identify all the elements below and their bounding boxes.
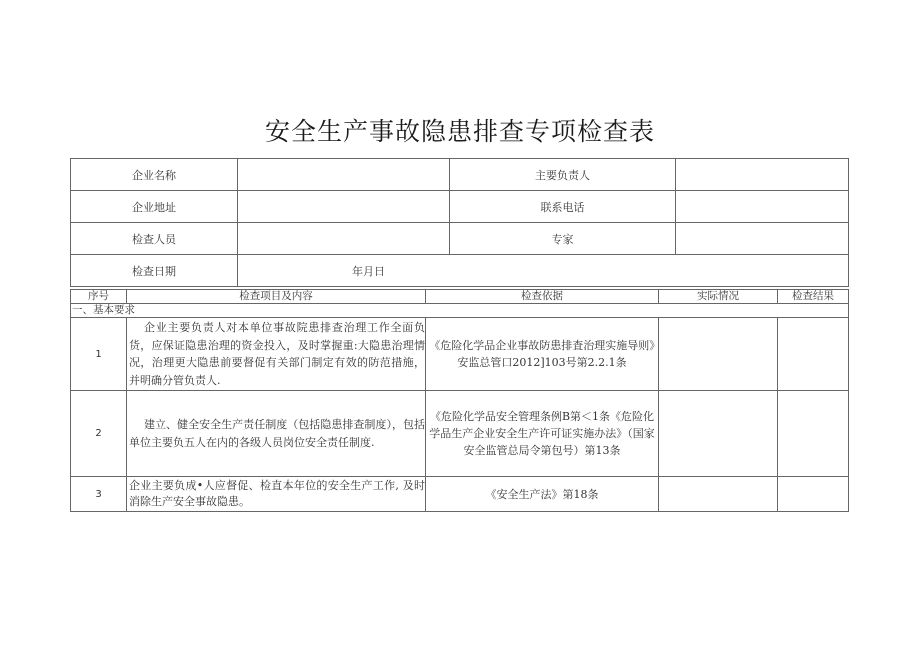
row-content: 建立、健全安全生产责任制度（包括隐患排查制度），包括单位主要负五人在内的各级人员岗位安全责任制度. <box>127 391 426 477</box>
row-result-field[interactable] <box>778 477 849 512</box>
row-number: 3 <box>71 477 127 512</box>
expert-label: 专家 <box>450 223 676 255</box>
row-number: 2 <box>71 391 127 477</box>
col-header-basis: 检查依据 <box>426 290 659 304</box>
info-row-date <box>71 255 849 287</box>
section-row <box>71 304 849 318</box>
address-field[interactable] <box>238 191 450 223</box>
date-label: 检查日期 <box>71 255 238 287</box>
col-header-actual: 实际情况 <box>659 290 778 304</box>
company-name-field[interactable] <box>238 159 450 191</box>
row-basis: 《安全生产法》第18条 <box>426 477 659 512</box>
address-label: 企业地址 <box>71 191 238 223</box>
company-info-table <box>70 158 849 287</box>
phone-field[interactable] <box>676 191 849 223</box>
inspectors-label: 检查人员 <box>71 223 238 255</box>
inspectors-field[interactable] <box>238 223 450 255</box>
principal-label: 主要负责人 <box>450 159 676 191</box>
row-basis: 《危险化学品企业事故防患排査治理实施导则》安监总管口2012]103号第2.2.1条 <box>426 318 659 391</box>
col-header-content: 检查项目及内容 <box>127 290 426 304</box>
date-field[interactable]: 年月日 <box>238 255 849 287</box>
info-row-inspectors <box>71 223 849 255</box>
row-result-field[interactable] <box>778 318 849 391</box>
col-header-no: 序号 <box>71 290 127 304</box>
table-row <box>71 477 849 512</box>
page-title: 安全生产事故隐患排查专项检查表 <box>264 117 655 146</box>
row-actual-field[interactable] <box>659 318 778 391</box>
expert-field[interactable] <box>676 223 849 255</box>
row-number: 1 <box>71 318 127 391</box>
table-header <box>71 290 849 304</box>
inspection-table <box>70 289 849 512</box>
table-row <box>71 318 849 391</box>
row-content: 企业主要负成•人应督促、检直本年位的安全生产工作, 及时消除生产安全事故隐患。 <box>127 477 426 512</box>
table-row <box>71 391 849 477</box>
row-result-field[interactable] <box>778 391 849 477</box>
row-actual-field[interactable] <box>659 477 778 512</box>
col-header-result: 检查结果 <box>778 290 849 304</box>
row-content: 企业主要负责人对本单位事故院患排查治理工作全面负货，应保证隐患治理的资金投入，及时掌握重:大隐患治理情况，治理更大隐患前要督促有关部门制定有效的防范措施，并明确分管负责人. <box>127 318 426 391</box>
row-actual-field[interactable] <box>659 391 778 477</box>
row-basis: 《危险化学品安全管理条例B第＜1条《危险化学品生产企业安全生产许可证实施办法》（国家安全监管总局令第包号）第13条 <box>426 391 659 477</box>
company-name-label: 企业名称 <box>71 159 238 191</box>
phone-label: 联系电话 <box>450 191 676 223</box>
principal-field[interactable] <box>676 159 849 191</box>
section-title: 一、基本要求 <box>71 304 849 318</box>
info-row-address <box>71 191 849 223</box>
info-row-company <box>71 159 849 191</box>
